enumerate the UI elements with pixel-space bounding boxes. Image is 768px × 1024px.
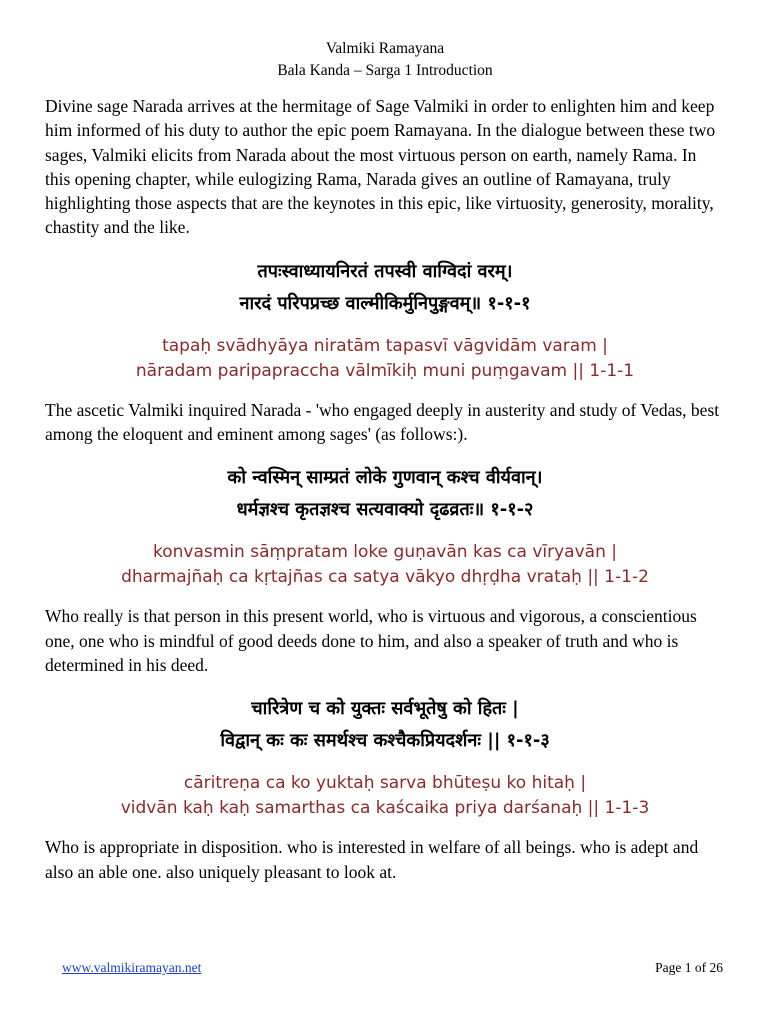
transliteration: [45, 540, 725, 590]
sanskrit-verse: [45, 693, 725, 757]
sanskrit-line-1: तपःस्वाध्यायनिरतं तपस्वी वाग्विदां वरम्।: [257, 260, 513, 282]
sanskrit-line-1: को न्वस्मिन् साम्प्रतं लोके गुणवान् कश्च वीर्यवान्।: [227, 467, 543, 489]
translit-line-1: cāritreṇa ca ko yuktaḥ sarva bhūteṣu ko hitaḥ |: [183, 773, 587, 794]
sanskrit-line-1: चारित्रेण च को युक्तः सर्वभूतेषु को हितः |: [251, 698, 519, 720]
page-footer: [62, 960, 723, 976]
verse-translation: The ascetic Valmiki inquired Narada - 'who engaged deeply in austerity and study of Vedas, best among the eloquent and eminent among sages' (as follows:).: [45, 399, 720, 445]
page-header: [45, 38, 725, 82]
sanskrit-verse: [45, 462, 725, 526]
verse-translation: Who really is that person in this present world, who is virtuous and vigorous, a conscientious one, one who is mindful of good deeds done to him, and also a speaker of truth and who is determined in his deed.: [45, 606, 697, 675]
document-title: Valmiki Ramayana: [325, 40, 445, 57]
translit-line-2: vidvān kaḥ kaḥ samarthas ca kaścaika priya darśanaḥ || 1-1-3: [120, 798, 650, 819]
verse-1-1-2: [45, 462, 725, 677]
translit-line-2: dharmajñaḥ ca kṛtajñas ca satya vākyo dhṛḍha vrataḥ || 1-1-2: [121, 567, 649, 588]
page-number: Page 1 of 26: [655, 960, 723, 975]
document-page: [45, 38, 725, 884]
verse-1-1-3: [45, 693, 725, 884]
document-subtitle: Bala Kanda – Sarga 1 Introduction: [277, 62, 493, 79]
intro-paragraph: Divine sage Narada arrives at the hermitage of Sage Valmiki in order to enlighten him and keep him informed of his duty to author the epic poem Ramayana. In the dialogue between these two sages, Valmiki elicits from Narada about the most virtuous person on earth, namely Rama. In this opening chapter, while eulogizing Rama, Narada gives an outline of Ramayana, truly highlighting those aspects that are the keynotes in this epic, like virtuosity, generosity, morality, chastity and the like.: [45, 96, 716, 238]
translit-line-1: tapaḥ svādhyāya niratām tapasvī vāgvidām varam |: [162, 335, 608, 356]
website-link[interactable]: www.valmikiramayan.net: [62, 960, 202, 975]
sanskrit-line-2: धर्मज्ञश्च कृतज्ञश्च सत्यवाक्यो दृढव्रतः॥ १-१-२: [236, 499, 534, 521]
verse-1-1-1: [45, 256, 725, 447]
translit-line-1: konvasmin sāṃpratam loke guṇavān kas ca vīryavān |: [153, 542, 617, 563]
sanskrit-line-2: नारदं परिपप्रच्छ वाल्मीकिर्मुनिपुङ्गवम्॥ १-१-१: [239, 292, 531, 314]
sanskrit-line-2: विद्वान् कः कः समर्थश्च कश्चैकप्रियदर्शनः || १-१-३: [220, 730, 550, 752]
verse-translation: Who is appropriate in disposition. who is interested in welfare of all beings. who is adept and also an able one. also uniquely pleasant to look at.: [45, 837, 699, 882]
transliteration: [45, 771, 725, 821]
translit-line-2: nāradam paripapraccha vālmīkiḥ muni puṃgavam || 1-1-1: [135, 360, 635, 381]
transliteration: [45, 334, 725, 384]
sanskrit-verse: [45, 256, 725, 320]
